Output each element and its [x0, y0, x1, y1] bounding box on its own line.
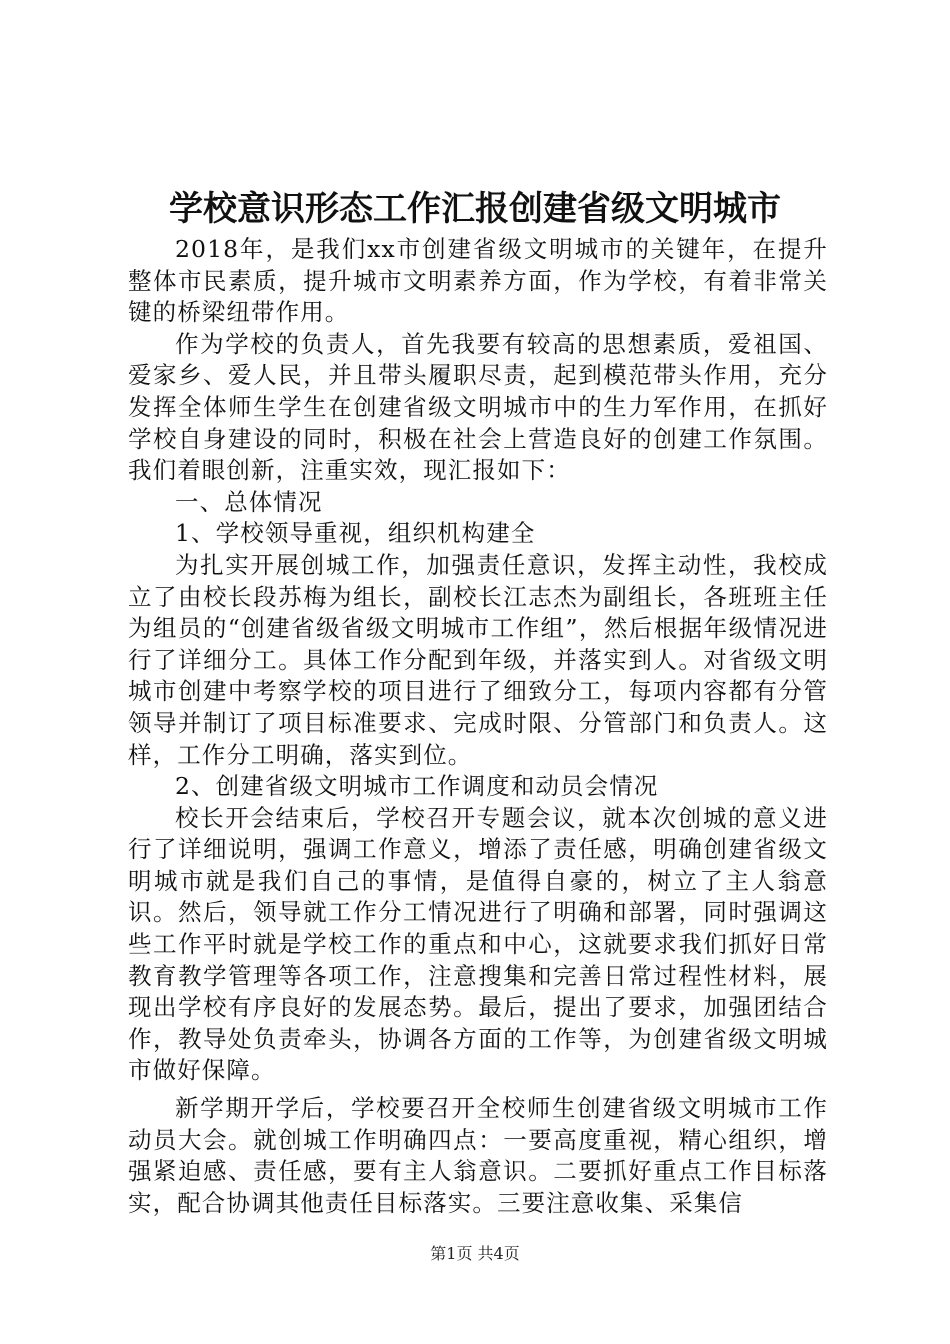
paragraph-intro: 2018年，是我们xx市创建省级文明城市的关键年，在提升整体市民素质，提升城市文明素养方面，作为学校，有着非常关键的桥梁纽带作用。: [128, 235, 828, 327]
paragraph-organization: 为扎实开展创城工作，加强责任意识，发挥主动性，我校成立了由校长段苏梅为组长，副校长江志杰为副组长，各班班主任为组员的“创建省级省级文明城市工作组”，然后根据年级情况进行了详细分工。具体工作分配到年级，并落实到人。对省级文明城市创建中考察学校的项目进行了细致分工，每项内容都有分管领导并制订了项目标准要求、完成时限、分管部门和负责人。这样，工作分工明确，落实到位。: [128, 550, 828, 769]
document-body: [128, 234, 828, 1219]
subsection-heading-mobilization: 2、创建省级文明城市工作调度和动员会情况: [175, 772, 659, 801]
document-title: 学校意识形态工作汇报创建省级文明城市: [169, 189, 781, 229]
page-footer: 第1页 共4页: [430, 1244, 520, 1263]
subsection-heading-leadership: 1、学校领导重视，组织机构建全: [175, 519, 536, 548]
paragraph-new-semester: 新学期开学后，学校要召开全校师生创建省级文明城市工作动员大会。就创城工作明确四点：一要高度重视，精心组织，增强紧迫感、责任感，要有主人翁意识。二要抓好重点工作目标落实，配合协调其他责任目标落实。三要注意收集、采集信: [128, 1094, 828, 1217]
paragraph-responsibility: 作为学校的负责人，首先我要有较高的思想素质，爱祖国、爱家乡、爱人民，并且带头履职尽责，起到模范带头作用，充分发挥全体师生学生在创建省级文明城市中的生力军作用，在抓好学校自身建设的同时，积极在社会上营造良好的创建工作氛围。我们着眼创新，注重实效，现汇报如下：: [128, 329, 828, 485]
paragraph-meeting: 校长开会结束后，学校召开专题会议，就本次创城的意义进行了详细说明，强调工作意义，增添了责任感，明确创建省级文明城市就是我们自己的事情，是值得自豪的，树立了主人翁意识。然后，领导就工作分工情况进行了明确和部署，同时强调这些工作平时就是学校工作的重点和中心，这就要求我们抓好日常教育教学管理等各项工作，注意搜集和完善日常过程性材料，展现出学校有序良好的发展态势。最后，提出了要求，加强团结合作，教导处负责牵头，协调各方面的工作等，为创建省级文明城市做好保障。: [128, 803, 828, 1085]
section-heading-overview: 一、总体情况: [175, 487, 323, 516]
